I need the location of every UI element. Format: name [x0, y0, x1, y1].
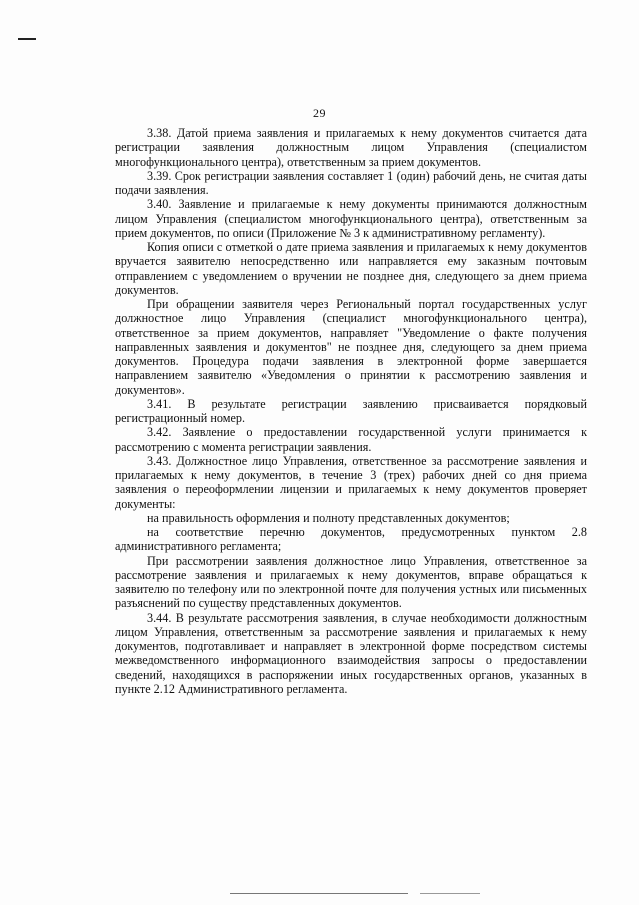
paragraph-3-43: 3.43. Должностное лицо Управления, ответственное за рассмотрение заявления и прилагаемых к нему документов, в течение 3 (трех) рабочих дней со дня приема заявления о переоформлении лицензии и прилагаемых к нему документов проверяет документы: — [115, 453, 587, 511]
paragraph-consideration: При рассмотрении заявления должностное лицо Управления, ответственное за рассмотрение заявления и прилагаемых к нему документов, вправе обращаться к заявителю по телефону или по электронной почте для получения устных или письменных разъяснений по существу представленных документов. — [115, 553, 587, 611]
scan-corner-mark — [18, 38, 36, 40]
page-number: 29 — [313, 106, 326, 120]
paragraph-check-correctness: на правильность оформления и полноту представленных документов; — [147, 510, 510, 525]
paragraph-check-compliance: на соответствие перечню документов, предусмотренных пунктом 2.8 административного регламента; — [115, 525, 587, 554]
paragraph-3-41: 3.41. В результате регистрации заявлению присваивается порядковый регистрационный номер. — [115, 396, 587, 425]
paragraph-3-42: 3.42. Заявление о предоставлении государственной услуги принимается к рассмотрению с момента регистрации заявления. — [115, 425, 587, 454]
paragraph-3-38: 3.38. Датой приема заявления и прилагаемых к нему документов считается дата регистрации заявления должностным лицом Управления (специалистом многофункционального центра), ответственным за прием документов. — [115, 126, 587, 169]
paragraph-regional-portal: При обращении заявителя через Региональный портал государственных услуг должностное лицо Управления (специалист многофункционального центра), ответственное за прием документов, направляет "Уведомление о факте получения направленных заявления и документов" не позднее дня, следующего за днем приема документов. Процедура подачи заявления в электронной форме завершается направлением заявителю «Уведомления о принятии к рассмотрению заявления и документов». — [115, 297, 587, 397]
bottom-scan-line — [230, 893, 408, 894]
document-body — [115, 126, 587, 696]
paragraph-3-44: 3.44. В результате рассмотрения заявления, в случае необходимости должностным лицом Управления, ответственным за рассмотрение заявления и прилагаемых к нему документов, подготавливает и направляет в электронной форме посредством системы межведомственного информационного взаимодействия запросы о предоставлении сведений, находящихся в распоряжении иных государственных органов, указанных в пункте 2.12 Административного регламента. — [115, 610, 587, 696]
paragraph-3-40: 3.40. Заявление и прилагаемые к нему документы принимаются должностным лицом Управления (специалистом многофункционального центра), ответственным за прием документов, по описи (Приложение № 3 к административному регламенту). — [115, 197, 587, 240]
paragraph-3-39: 3.39. Срок регистрации заявления составляет 1 (один) рабочий день, не считая даты подачи заявления. — [115, 168, 587, 197]
paragraph-inventory-copy: Копия описи с отметкой о дате приема заявления и прилагаемых к нему документов вручается заявителю непосредственно или направляется ему заказным почтовым отправлением с уведомлением о вручении не позднее дня, следующего за днем приема документов. — [115, 240, 587, 297]
bottom-scan-line-right — [420, 893, 480, 894]
